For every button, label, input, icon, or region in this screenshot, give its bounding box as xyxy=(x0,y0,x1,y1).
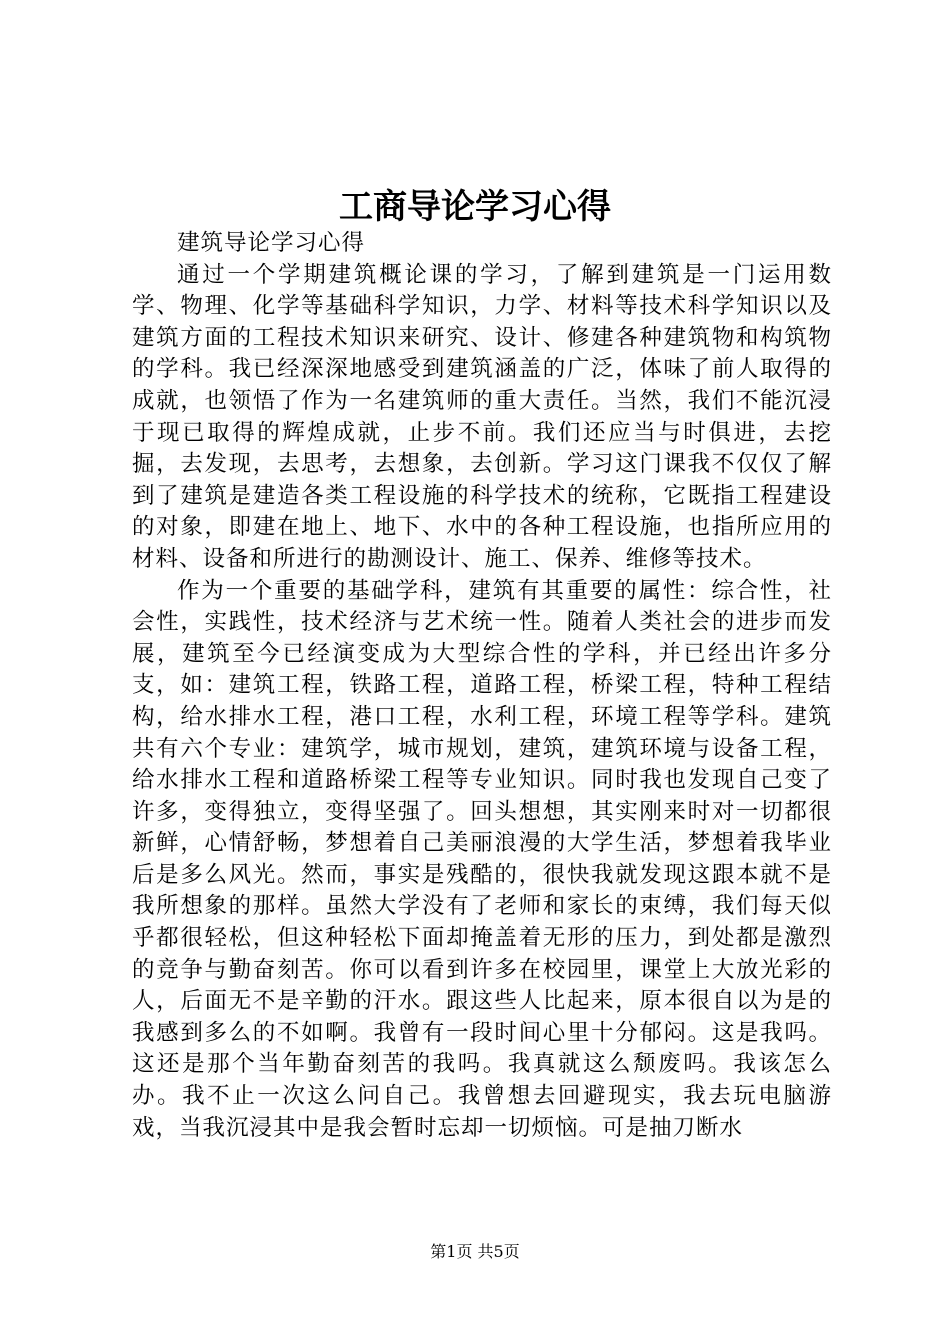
page-number-footer: 第1页 共5页 xyxy=(430,1242,520,1261)
paragraph-1: 通过一个学期建筑概论课的学习，了解到建筑是一门运用数学、物理、化学等基础科学知识，力学、材料等技术科学知识以及建筑方面的工程技术知识来研究、设计、修建各种建筑物和构筑物的学科。我已经深深地感受到建筑涵盖的广泛，体味了前人取得的成就，也领悟了作为一名建筑师的重大责任。当然，我们不能沉浸于现已取得的辉煌成就，止步不前。我们还应当与时俱进，去挖掘，去发现，去思考，去想象，去创新。学习这门课我不仅仅了解到了建筑是建造各类工程设施的科学技术的统称，它既指工程建设的对象，即建在地上、地下、水中的各种工程设施，也指所应用的材料、设备和所进行的勘测设计、施工、保养、维修等技术。 xyxy=(132,261,832,572)
paragraph-subtitle: 建筑导论学习心得 xyxy=(177,230,366,256)
document-title: 工商导论学习心得 xyxy=(339,187,611,227)
paragraph-2: 作为一个重要的基础学科，建筑有其重要的属性：综合性，社会性，实践性，技术经济与艺术统一性。随着人类社会的进步而发展，建筑至今已经演变成为大型综合性的学科，并已经出许多分支，如：建筑工程，铁路工程，道路工程，桥梁工程，特种工程结构，给水排水工程，港口工程，水利工程，环境工程等学科。建筑共有六个专业：建筑学，城市规划，建筑，建筑环境与设备工程，给水排水工程和道路桥梁工程等专业知识。同时我也发现自己变了许多，变得独立，变得坚强了。回头想想，其实刚来时对一切都很新鲜，心情舒畅，梦想着自己美丽浪漫的大学生活，梦想着我毕业后是多么风光。然而，事实是残酷的，很快我就发现这跟本就不是我所想象的那样。虽然大学没有了老师和家长的束缚，我们每天似乎都很轻松，但这种轻松下面却掩盖着无形的压力，到处都是激烈的竞争与勤奋刻苦。你可以看到许多在校园里，课堂上大放光彩的人，后面无不是辛勤的汗水。跟这些人比起来，原本很自以为是的我感到多么的不如啊。我曾有一段时间心里十分郁闷。这是我吗。这还是那个当年勤奋刻苦的我吗。我真就这么颓废吗。我该怎么办。我不止一次这么问自己。我曾想去回避现实，我去玩电脑游戏，当我沉浸其中是我会暂时忘却一切烦恼。可是抽刀断水 xyxy=(132,577,832,1141)
document-body xyxy=(132,228,832,1144)
